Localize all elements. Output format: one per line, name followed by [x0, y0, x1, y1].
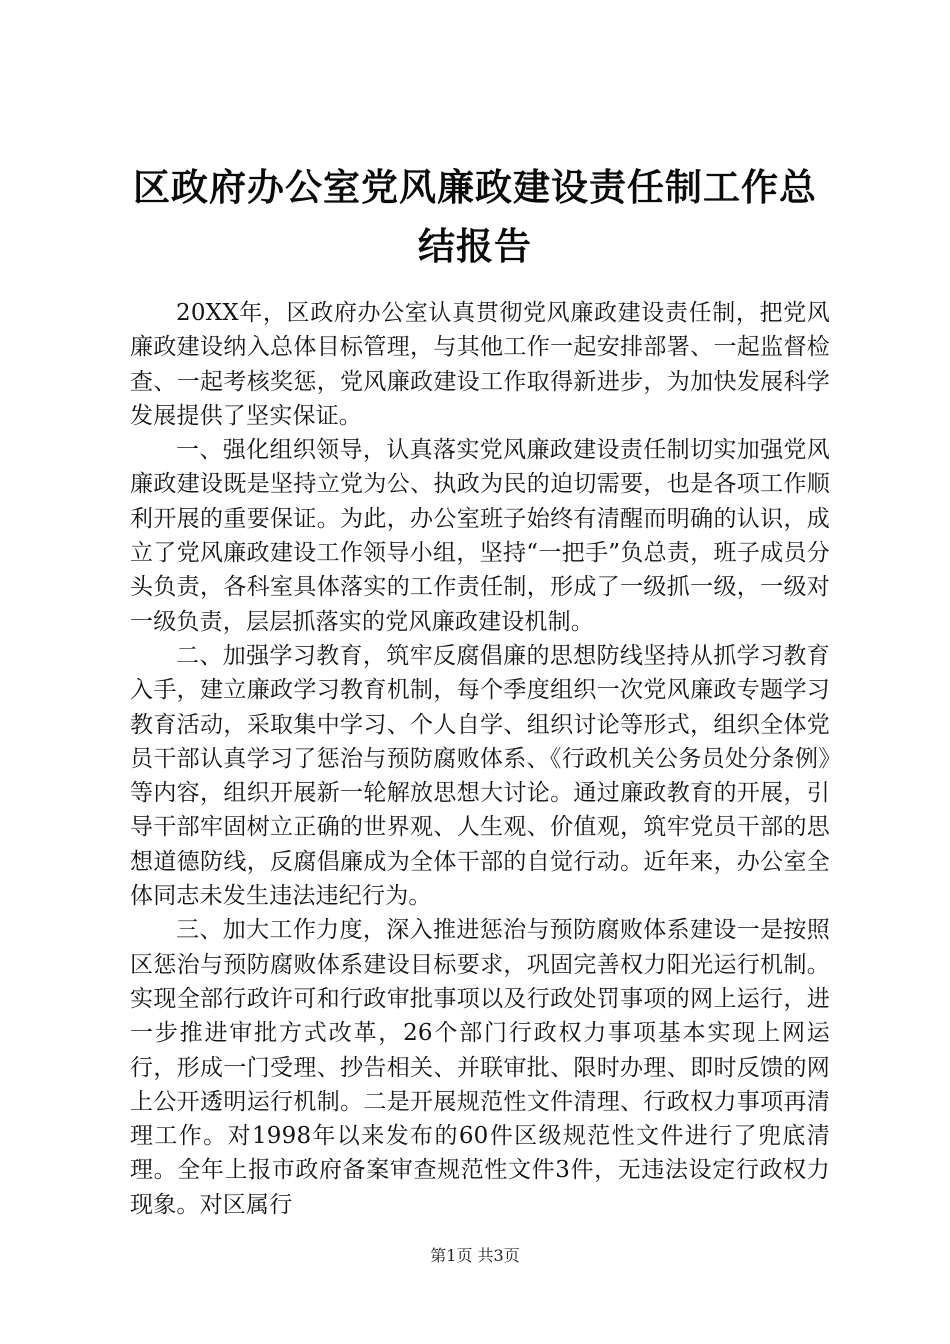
- document-title: 区政府办公室党风廉政建设责任制工作总结报告: [133, 165, 817, 268]
- paragraph-section-2: 二、加强学习教育，筑牢反腐倡廉的思想防线坚持从抓学习教育入手，建立廉政学习教育机制，每个季度组织一次党风廉政专题学习教育活动，采取集中学习、个人自学、组织讨论等形式，组织全体党员干部认真学习了惩治与预防腐败体系、《行政机关公务员处分条例》等内容，组织开展新一轮解放思想大讨论。通过廉政教育的开展，引导干部牢固树立正确的世界观、人生观、价值观，筑牢党员干部的思想道德防线，反腐倡廉成为全体干部的自觉行动。近年来，办公室全体同志未发生违法违纪行为。: [130, 642, 830, 910]
- document-body: [130, 296, 830, 1222]
- page-number-footer: 第1页 共3页: [430, 1246, 520, 1265]
- paragraph-section-1: 一、强化组织领导，认真落实党风廉政建设责任制切实加强党风廉政建设既是坚持立党为公、执政为民的迫切需要，也是各项工作顺利开展的重要保证。为此，办公室班子始终有清醒而明确的认识，成立了党风廉政建设工作领导小组，坚持“一把手”负总责，班子成员分头负责，各科室具体落实的工作责任制，形成了一级抓一级，一级对一级负责，层层抓落实的党风廉政建设机制。: [130, 437, 830, 635]
- paragraph-section-3: 三、加大工作力度，深入推进惩治与预防腐败体系建设一是按照区惩治与预防腐败体系建设目标要求，巩固完善权力阳光运行机制。实现全部行政许可和行政审批事项以及行政处罚事项的网上运行，进一步推进审批方式改革，26个部门行政权力事项基本实现上网运行，形成一门受理、抄告相关、并联审批、限时办理、即时反馈的网上公开透明运行机制。二是开展规范性文件清理、行政权力事项再清理工作。对1998年以来发布的60件区级规范性文件进行了兜底清理。全年上报市政府备案审查规范性文件3件，无违法设定行政权力现象。对区属行: [130, 917, 830, 1218]
- paragraph-intro: 20XX年，区政府办公室认真贯彻党风廉政建设责任制，把党风廉政建设纳入总体目标管理，与其他工作一起安排部署、一起监督检查、一起考核奖惩，党风廉政建设工作取得新进步，为加快发展科学发展提供了坚实保证。: [130, 300, 830, 429]
